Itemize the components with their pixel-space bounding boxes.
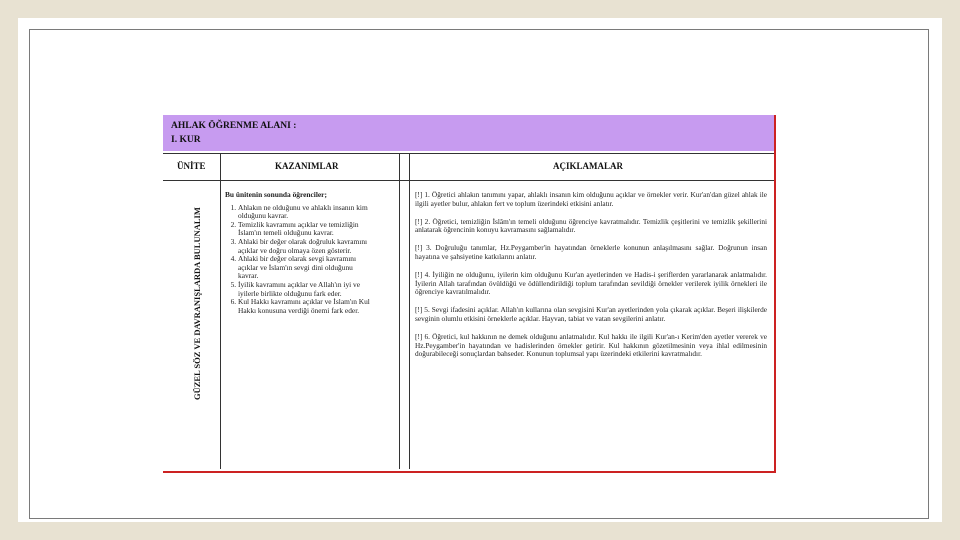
- list-item: 1. Ahlakın ne olduğunu ve ahlaklı insanın kim olduğunu kavrar.: [238, 204, 373, 221]
- list-item: 6. Kul Hakkı kavramını açıklar ve İslam'ın Kul Hakkı konusuna verdiği önemi fark eder.: [238, 298, 373, 315]
- explanation-paragraph: [!] 6. Öğretici, kul hakkının ne demek olduğunu anlatmalıdır. Kul hakkı ile ilgili Kur'an-ı Kerim'den ayetler vererek ve Hz.Peygamber'in hayatından ve hadislerinden örnekler getirir. Kul hakkının gözetilmesinin veya ihlal edilmesinin doğurabileceği sonuçlardan bahseder. Konunun toplumsal yapı üzerindeki etkilerini kavratmalıdır.: [415, 331, 767, 359]
- list-item: 3. Ahlaki bir değer olarak doğruluk kavramını açıklar ve doğru olmaya özen gösterir.: [238, 238, 373, 255]
- explanation-paragraph: [!] 4. İyiliğin ne olduğunu, iyilerin kim olduğunu Kur'an ayetlerinden ve Hadis-i şeriflerden yararlanarak anlatmalıdır. İyilerin Allah tarafından övüldüğü ve ödüllendirildiği toplum tarafından sevildiği örnekler verilerek iyilik örnekleri ile öğrenciye kavratılmalıdır.: [415, 269, 767, 297]
- column-divider: [399, 153, 400, 469]
- header-kazanimlar: KAZANIMLAR: [275, 161, 339, 171]
- header-unite: ÜNİTE: [177, 161, 206, 171]
- aciklamalar-cell: [415, 191, 767, 368]
- list-item: 5. İyilik kavramını açıklar ve Allah'ın iyi ve iyilerle birlikte olduğunu fark eder.: [238, 281, 373, 298]
- column-divider: [220, 153, 221, 469]
- header-aciklamalar: AÇIKLAMALAR: [553, 161, 624, 171]
- list-item: 4. Ahlaki bir değer olarak sevgi kavramını açıklar ve İslam'ın sevgi dini olduğunu kavrar.: [238, 255, 373, 281]
- learning-area-title: AHLAK ÖĞRENME ALANI :: [171, 121, 297, 131]
- row-divider: [163, 153, 774, 154]
- kazanim-intro: Bu ünitenin sonunda öğrenciler;: [225, 190, 327, 199]
- row-divider: [163, 180, 774, 181]
- list-item: 2. Temizlik kavramını açıklar ve temizliğin İslam'ın temeli olduğunu kavrar.: [238, 221, 373, 238]
- curriculum-document: [163, 115, 776, 473]
- kazanim-list: [225, 204, 373, 316]
- explanation-paragraph: [!] 3. Doğruluğu tanımlar, Hz.Peygamber'in hayatından örneklerle konunun anlaşılmasını sağlar. Doğrunun insan hayatına ve şahsiyetine katkılarını anlatır.: [415, 243, 767, 261]
- learning-area-banner: [163, 115, 774, 151]
- curriculum-table: [163, 153, 774, 469]
- level-title: I. KUR: [171, 135, 201, 145]
- explanation-paragraph: [!] 1. Öğretici ahlakın tanımını yapar, ahlaklı insanın kim olduğunu açıklar ve örnekler verir. Kur'an'dan güzel ahlak ile ilgili ayetler bulur, ahlakın fert ve toplum üzerindeki etkisini anlatır.: [415, 190, 767, 208]
- column-divider: [409, 153, 410, 469]
- explanation-paragraph: [!] 2. Öğretici, temizliğin İslâm'ın temeli olduğunu öğrenciye kavratmalıdır. Temizlik çeşitlerini ve temizlik şekillerini anlatarak öğrencinin konuyu kavramasını sağlamalıdır.: [415, 216, 767, 235]
- unit-name: GÜZEL SÖZ VE DAVRANIŞLARDA BULUNALIM: [192, 207, 202, 400]
- kazanimlar-cell: [225, 191, 373, 315]
- explanation-paragraph: [!] 5. Sevgi ifadesini açıklar. Allah'ın kullarına olan sevgisini Kur'an ayetlerinden yola çıkarak açıklar. Beşeri ilişkilerde sevginin olumlu etkisini örneklerle açıklar. Hayvan, tabiat ve vatan sevgilerini anlatır.: [415, 305, 767, 323]
